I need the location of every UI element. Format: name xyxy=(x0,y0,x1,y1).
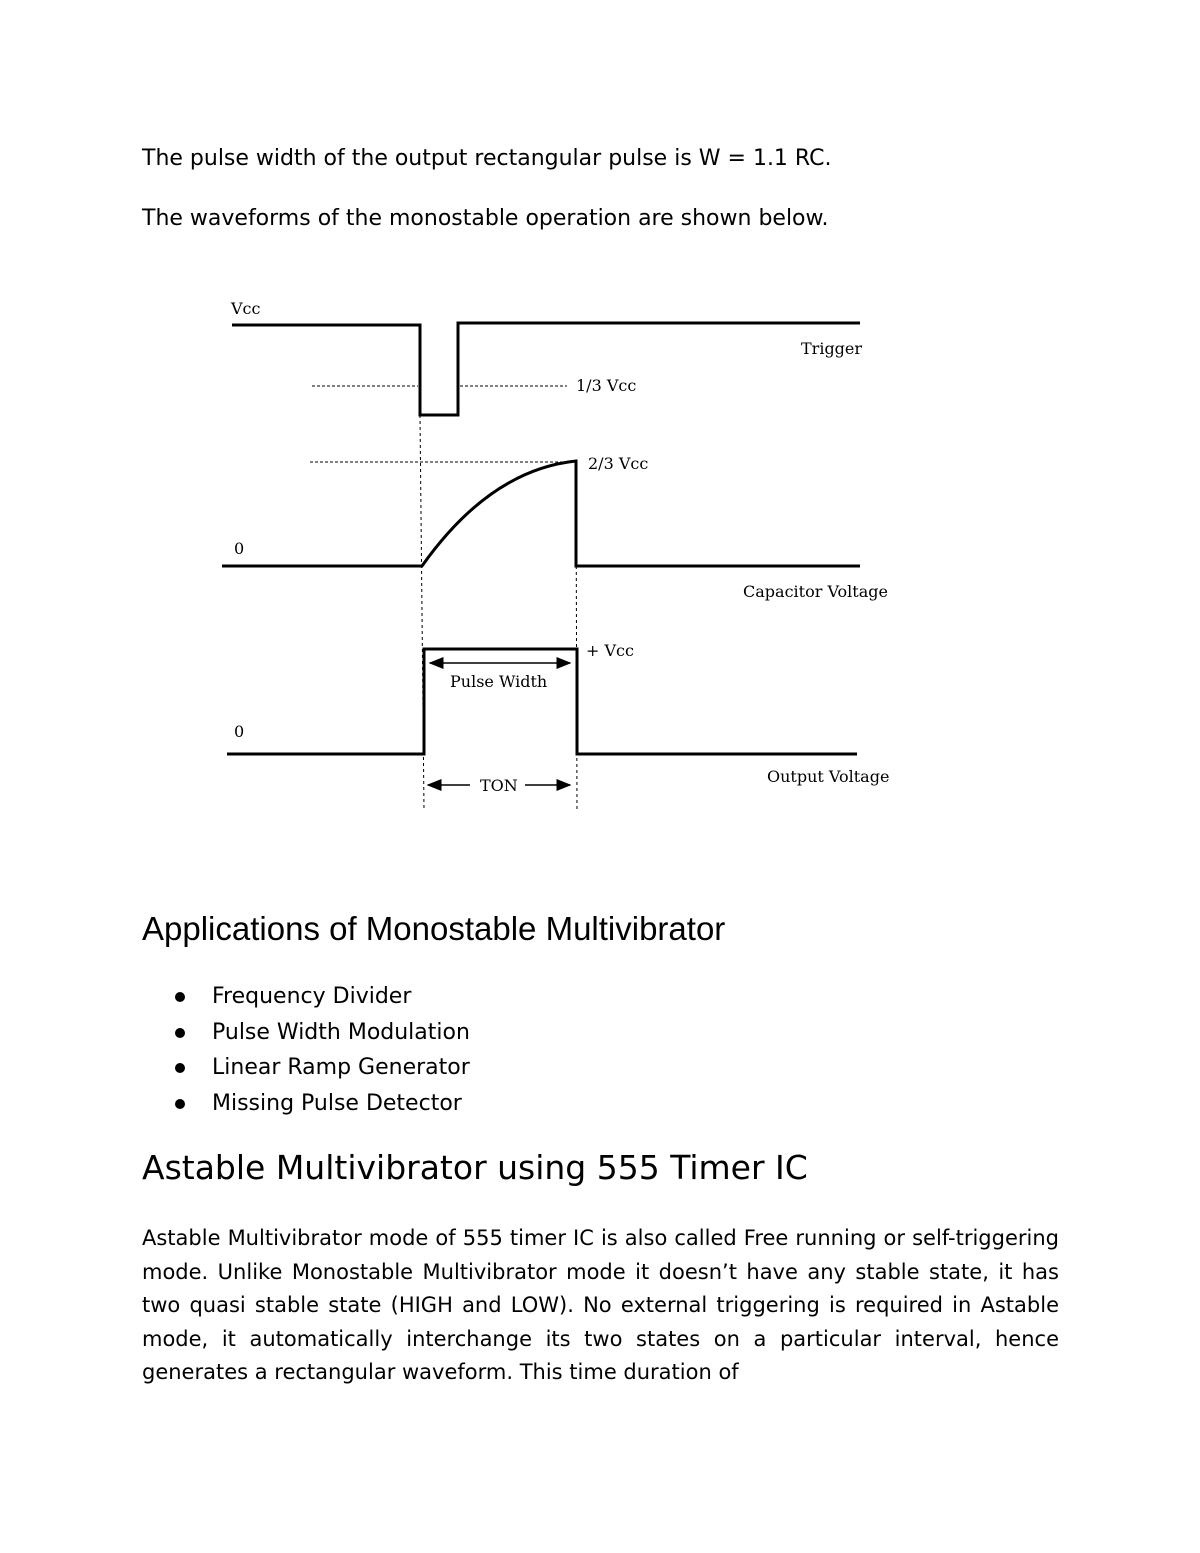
output-voltage-waveform xyxy=(227,649,857,754)
zero-label-capacitor: 0 xyxy=(234,539,245,558)
pulse-width-sentence: The pulse width of the output rectangular pulse is W = 1.1 RC. xyxy=(142,146,832,171)
astable-paragraph: Astable Multivibrator mode of 555 timer IC is also called Free running or self-triggering mode. Unlike Monostable Multivibrator mode it doesn’t have any stable state, it has two quasi stable state (HIGH and LOW). No external triggering is required in Astable mode, it automatically interchange its two states on a particular interval, hence generates a rectangular waveform. This time duration of xyxy=(142,1226,1059,1384)
bullet-icon xyxy=(175,1063,185,1073)
astable-heading: Astable Multivibrator using 555 Timer IC xyxy=(142,1148,808,1187)
monostable-waveform-diagram xyxy=(200,285,920,820)
zero-label-output: 0 xyxy=(234,722,245,741)
list-item xyxy=(142,1051,470,1087)
list-item-label: Pulse Width Modulation xyxy=(212,1019,470,1045)
bullet-icon xyxy=(175,1028,185,1038)
list-item-label: Frequency Divider xyxy=(212,984,412,1009)
bullet-icon xyxy=(175,1099,185,1109)
list-item-label: Missing Pulse Detector xyxy=(212,1090,462,1116)
waveforms-sentence: The waveforms of the monostable operation are shown below. xyxy=(142,206,829,231)
output-voltage-label: Output Voltage xyxy=(767,767,890,786)
trigger-label: Trigger xyxy=(801,339,863,358)
list-item xyxy=(142,980,470,1016)
list-item xyxy=(142,1087,470,1123)
trigger-waveform xyxy=(232,323,863,415)
plus-vcc-label: + Vcc xyxy=(586,641,634,660)
two-third-vcc-label: 2/3 Vcc xyxy=(588,454,649,473)
one-third-vcc-label: 1/3 Vcc xyxy=(576,376,637,395)
applications-heading: Applications of Monostable Multivibrator xyxy=(142,910,726,947)
list-item-label: Linear Ramp Generator xyxy=(212,1055,470,1080)
capacitor-voltage-waveform xyxy=(222,461,860,566)
bullet-icon xyxy=(175,992,185,1002)
list-item xyxy=(142,1016,470,1052)
applications-list xyxy=(142,980,470,1122)
capacitor-voltage-label: Capacitor Voltage xyxy=(743,582,888,601)
pulse-width-label: Pulse Width xyxy=(450,672,548,691)
ton-label: TON xyxy=(480,776,518,795)
vcc-label: Vcc xyxy=(231,299,261,318)
